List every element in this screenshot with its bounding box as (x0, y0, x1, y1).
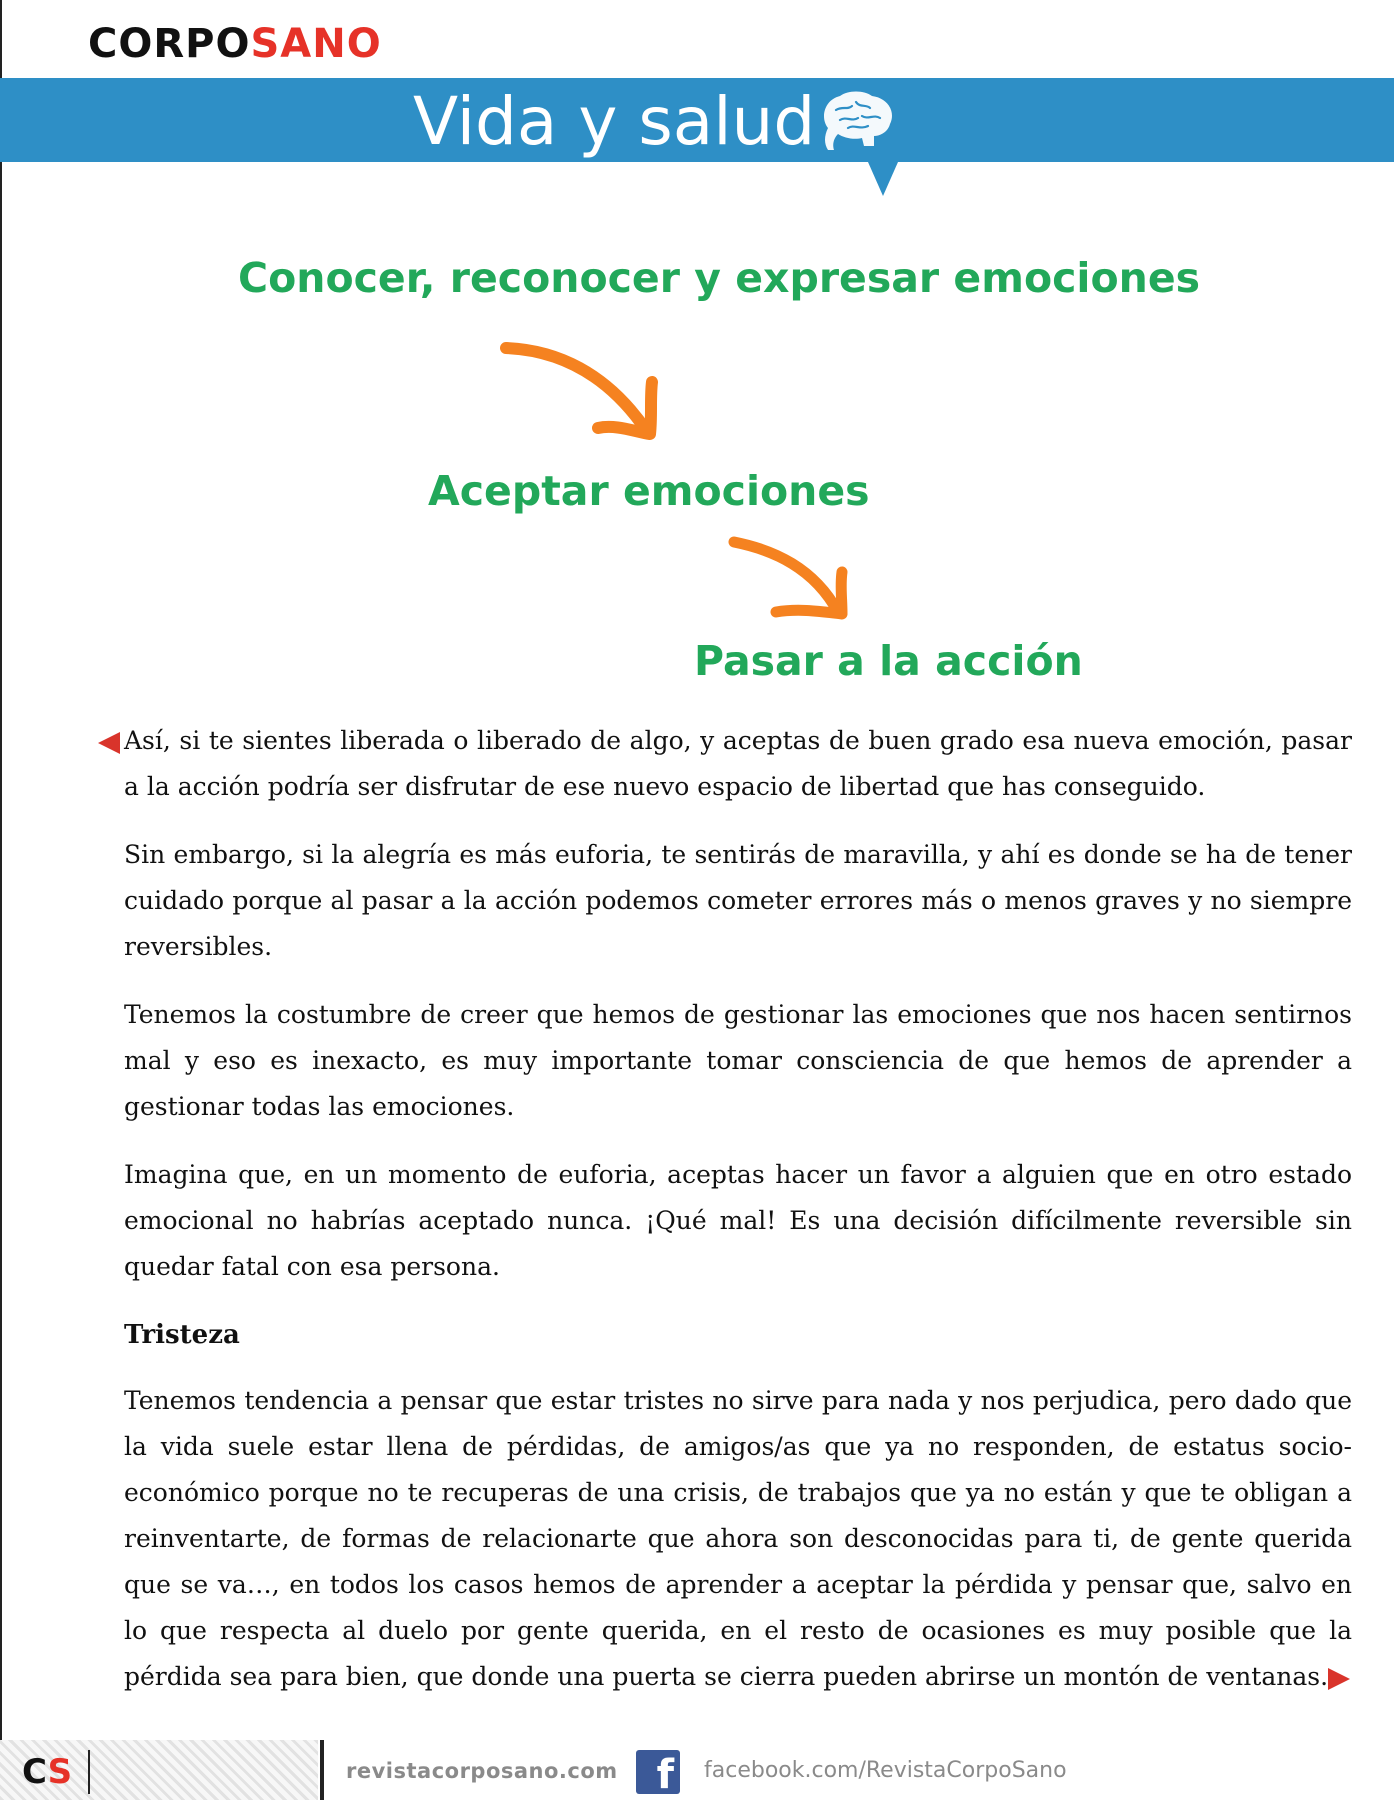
section-title: Vida y salud (413, 83, 816, 160)
flow-step-aceptar: Aceptar emociones (428, 467, 870, 515)
cs-logo-s: S (47, 1752, 73, 1792)
banner-notch (868, 162, 898, 196)
cs-logo (22, 1752, 72, 1792)
orange-arrow-icon (724, 528, 854, 628)
final-paragraph-text: Tenemos tendencia a pensar que estar tristes no sirve para nada y nos perjudica, pero dado que la vida suele estar llena de pérdidas, de amigos/as que ya no responden, de estatus socio-económico porque no te recuperas de una crisis, de trabajos que ya no están y que te obligan a reinventarte, de formas de relacionarte que ahora son desconocidas para ti, de gente querida que se va…, en todos los casos hemos de aprender a aceptar la pérdida y pensar que, salvo en lo que respecta al duelo por gente querida, en el resto de ocasiones es muy posible que la pérdida sea para bien, que donde una puerta se cierra pueden abrirse un montón de ventanas. (124, 1386, 1352, 1691)
page-footer (0, 1740, 1394, 1800)
cs-logo-c: C (22, 1752, 48, 1792)
red-triangle-end-icon (1328, 1668, 1350, 1690)
facebook-icon[interactable]: f (636, 1750, 680, 1794)
flow-step-conocer: Conocer, reconocer y expresar emociones (238, 254, 1201, 302)
flow-step-pasar: Pasar a la acción (694, 637, 1083, 685)
article-body (124, 718, 1352, 1722)
article-paragraph: Imagina que, en un momento de euforia, aceptas hacer un favor a alguien que en otro estado emocional no habrías aceptado nunca. ¡Qué mal! Es una decisión difícilmente reversible sin quedar fatal con esa persona. (124, 1160, 1352, 1281)
orange-arrow-icon (496, 332, 666, 448)
logo-part-corpo: CORPO (88, 21, 251, 67)
corposano-logo (88, 22, 382, 66)
footer-divider (320, 1740, 324, 1800)
logo-part-sano: SANO (250, 21, 382, 67)
cs-logo-bar (88, 1750, 90, 1794)
article-paragraph: Así, si te sientes liberada o liberado de algo, y aceptas de buen grado esa nueva emoción, pasar a la acción podría ser disfrutar de ese nuevo espacio de libertad que has conseguido. (124, 726, 1352, 801)
red-triangle-start-icon (98, 732, 120, 754)
article-paragraph: Sin embargo, si la alegría es más euforia, te sentirás de maravilla, y ahí es donde se ha de tener cuidado porque al pasar a la acción podemos cometer errores más o menos graves y no siempre reversibles. (124, 840, 1352, 961)
article-paragraph-final (124, 1378, 1352, 1700)
page-border (0, 0, 2, 1800)
facebook-link[interactable]: facebook.com/RevistaCorpoSano (704, 1758, 1067, 1783)
subheading-tristeza: Tristeza (124, 1320, 240, 1350)
brain-icon (818, 88, 898, 154)
article-paragraph: Tenemos la costumbre de creer que hemos de gestionar las emociones que nos hacen sentirnos mal y eso es inexacto, es muy importante tomar consciencia de que hemos de aprender a gestionar todas las emociones. (124, 1000, 1352, 1121)
website-link[interactable]: revistacorposano.com (346, 1759, 618, 1783)
